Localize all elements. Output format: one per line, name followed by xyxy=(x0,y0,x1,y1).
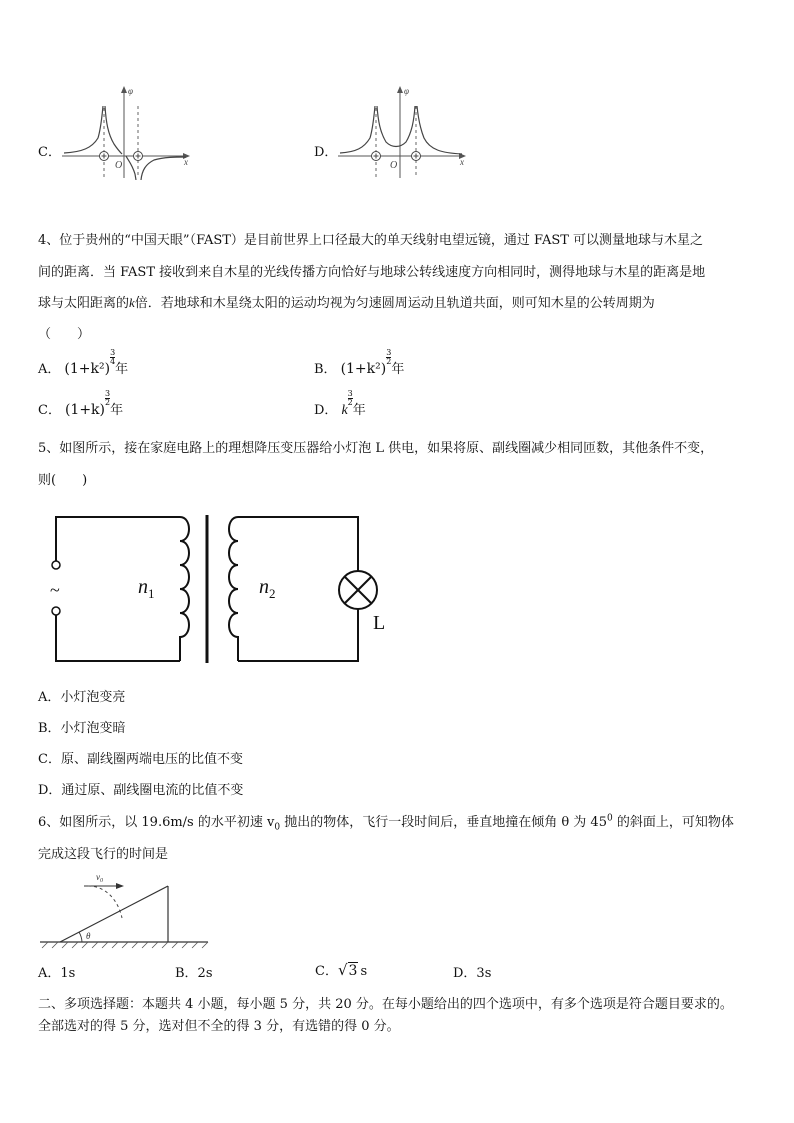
q3d-phi-label: φ xyxy=(404,86,409,96)
q4-option-c: C． (1+k) $\frac{3}{2}$ 年 xyxy=(38,389,124,418)
q6-stem-line1: 6、如图所示，以 19.6m/s 的水平初速 $v_0$ 抛出的物体，飞行一段时间后，垂直地撞在倾角 θ 为 $45^0$ 的斜面上，可知物体 xyxy=(38,813,734,833)
q4-option-b: B． (1+k²) $\frac{3}{2}$ 年 xyxy=(314,348,405,377)
q6-option-d: D．3s xyxy=(453,966,492,981)
q6-option-b: B．2s xyxy=(175,966,213,981)
q5-option-d: D．通过原、副线圈电流的比值不变 xyxy=(38,783,244,798)
q3-graph-c xyxy=(62,84,194,180)
lamp-label: L xyxy=(373,612,386,634)
q4-stem-line2: 间的距离．当 FAST 接收到来自木星的光线传播方向恰好与地球公转线速度方向相同时，测得地球与木星的距离是地 xyxy=(38,265,706,280)
primary-coil-label: $n_1$ xyxy=(138,576,155,601)
q6-option-a: A．1s xyxy=(38,966,76,981)
q5-option-c: C．原、副线圈两端电压的比值不变 xyxy=(38,752,243,767)
transformer-circuit-diagram xyxy=(40,505,400,665)
secondary-coil-label: $n_2$ xyxy=(259,576,276,601)
q5-option-a: A．小灯泡变亮 xyxy=(38,690,126,705)
q3d-origin-label: O xyxy=(390,160,398,171)
q3-option-d-label: D． xyxy=(314,145,338,160)
q4-option-a: A． (1+k²) $\frac{3}{4}$ 年 xyxy=(38,348,129,377)
q4-answer-paren: （ ） xyxy=(38,327,91,342)
v0-label: $v_0$ xyxy=(96,872,103,884)
q3c-origin-label: O xyxy=(115,160,123,171)
q5-stem-line2: 则( ) xyxy=(38,473,88,488)
q4-stem-line1: 4、位于贵州的“中国天眼”（FAST）是目前世界上口径最大的单天线射电望远镜，通过 FAST 可以测量地球与木星之 xyxy=(38,233,704,248)
q4-option-d: D． k $\frac{3}{2}$ 年 xyxy=(314,389,366,418)
q3-graph-d xyxy=(338,84,470,180)
section2-instructions-line1: 二、多项选择题：本题共 4 小题，每小题 5 分，共 20 分。在每小题给出的四个选项中，有多个选项是符合题目要求的。 xyxy=(38,997,733,1012)
theta-label: θ xyxy=(86,931,91,941)
q3d-x-label: x xyxy=(460,157,464,167)
q5-option-b: B．小灯泡变暗 xyxy=(38,721,126,736)
q3c-x-label: x xyxy=(184,157,188,167)
q6-stem-line2: 完成这段飞行的时间是 xyxy=(38,847,169,862)
q4-stem-line3: 球与太阳距离的k倍．若地球和木星绕太阳的运动均视为匀速圆周运动且轨道共面，则可知木星的公转周期为 xyxy=(38,295,655,311)
q3c-phi-label: φ xyxy=(128,86,133,96)
incline-projectile-diagram xyxy=(38,866,214,950)
q6-option-c: C．√3 s xyxy=(315,961,368,979)
q3-option-c-label: C． xyxy=(38,145,61,160)
ac-source-symbol: ~ xyxy=(50,580,60,600)
q5-stem-line1: 5、如图所示，接在家庭电路上的理想降压变压器给小灯泡 L 供电，如果将原、副线圈减少相同匝数，其他条件不变， xyxy=(38,441,714,456)
section2-instructions-line2: 全部选对的得 5 分，选对但不全的得 3 分，有选错的得 0 分。 xyxy=(38,1019,400,1034)
